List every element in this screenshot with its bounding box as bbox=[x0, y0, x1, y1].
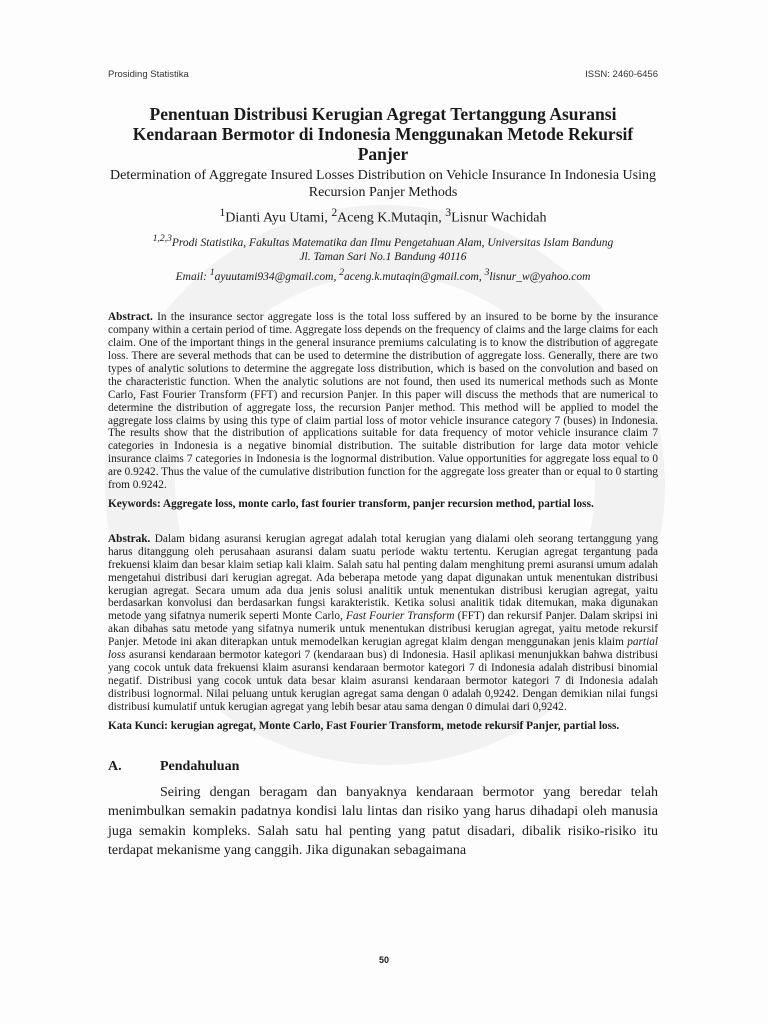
affiliation-address: Jl. Taman Sari No.1 Bandung 40116 bbox=[299, 251, 467, 264]
issn: ISSN: 2460-6456 bbox=[585, 69, 658, 80]
section-heading bbox=[108, 759, 658, 775]
affiliation-sup: 1,2,3 bbox=[152, 232, 172, 244]
affiliation-line bbox=[108, 231, 658, 251]
abstrak-body: Dalam bidang asuransi kerugian agregat adalah total kerugian yang dialami oleh seorang tertanggung yang harus ditanggung oleh perusahaan asuransi dalam suatu periode waktu tertentu. Kerugian agregat tergantung pada frekuensi klaim dan besar klaim setiap kali klaim. Salah satu hal penting dalam menghitung premi asuransi umum adalah mengetahui distribusi dari kerugian agregat. Ada beberapa metode yang dapat digunakan untuk menentukan distribusi kerugian agregat. Secara umum ada dua jenis solusi analitik untuk menentukan distribusi kerugian agregat, yaitu berdasarkan konvolusi dan berdasarkan fungsi karakteristik. Ketika solusi analitik tidak ditemukan, maka digunakan metode yang sifatnya numerik seperti Monte Carlo, bbox=[108, 532, 658, 623]
abstract-indonesian bbox=[108, 533, 658, 733]
email-sup: 3 bbox=[484, 267, 490, 279]
email-sup: 1 bbox=[209, 267, 215, 279]
author-name: Lisnur Wachidah bbox=[451, 210, 547, 226]
abstrak-body: asuransi kendaraan bermotor kategori 7 (kendaraan bus) di Indonesia. Hasil aplikasi menunjukkan bahwa distribusi yang cocok untuk data frekuensi klaim asuransi kendaraan bermotor kategori 7 di Indonesia adalah distribusi binomial negatif. Distribusi yang cocok untuk data besar klaim asuransi kendaraan bermotor kategori 7 di Indonesia adalah distribusi lognormal. Nilai peluang untuk kerugian agregat sama dengan 0 adalah 0,9242. Dengan demikian nilai fungsi distribusi kumulatif untuk kerugian agregat yang lebih besar atau sama dengan 0 dimulai dari 0,9242. bbox=[108, 649, 658, 713]
email-link[interactable]: lisnur_w@yahoo.com bbox=[489, 271, 591, 284]
abstrak-italic: partial loss bbox=[108, 636, 658, 662]
email-label: Email: bbox=[175, 271, 210, 284]
abstract-english bbox=[108, 311, 658, 511]
abstrak-text bbox=[108, 533, 658, 714]
author-list bbox=[108, 206, 658, 227]
email-link[interactable]: ayuutami934@gmail.com, bbox=[214, 271, 340, 284]
section-title: Pendahuluan bbox=[160, 758, 240, 774]
section-number: A. bbox=[108, 758, 122, 774]
email-link[interactable]: aceng.k.mutaqin@gmail.com, bbox=[344, 271, 485, 284]
affiliation-emails bbox=[108, 265, 658, 285]
page-number: 50 bbox=[378, 955, 389, 965]
body-paragraph: Seiring dengan beragam dan banyaknya kendaraan bermotor yang beredar telah menimbulkan semakin padatnya kondisi lalu lintas dan risiko yang harus dihadapi oleh manusia juga semakin kompleks. Salah satu hal penting yang patut disadari, dibalik risiko-risiko itu terdapat mekanisme yang canggih. Jika digunakan sebagaimana bbox=[108, 784, 658, 858]
author-name: Aceng K.Mutaqin, bbox=[337, 210, 446, 226]
abstract-text bbox=[108, 311, 658, 492]
abstract-body: In the insurance sector aggregate loss is the total loss suffered by an insured to be borne by the insurance company within a certain period of time. Aggregate loss depends on the frequency of claims and the large claims for each claim. One of the important things in the general insurance premiums calculating is to know the distribution of aggregate loss. There are several methods that can be used to determine the distribution of aggregate loss. Generally, there are two types of analytic solutions to determine the aggregate loss distribution, which is based on the convolution and based on the characteristic function. When the analytic solutions are not found, then used its numerical methods such as Monte Carlo, Fast Fourier Transform (FFT) and recursion Panjer. In this paper will discuss the methods that are numerical to determine the distribution of aggregate loss, the recursion Panjer method. This method will be applied to model the aggregate loss claims by using this type of claim partial loss of motor vehicle insurance category 7 (buses) in Indonesia. The results show that the distribution of applications suitable for data frequency of motor vehicle insurance claim 7 categories in Indonesia is a negative binomial distribution. The suitable distribution for large data motor vehicle insurance claims 7 categories in Indonesia is the lognormal distribution. Value opportunities for aggregate loss equal to 0 are 0.9242. Thus the value of the cumulative distribution function for the aggregate loss greater than or equal to 0 starting from 0.9242. bbox=[108, 311, 658, 492]
author-sup: 3 bbox=[445, 206, 452, 219]
author-sup: 1 bbox=[219, 206, 226, 219]
abstract-label: Abstract. bbox=[108, 311, 153, 324]
running-header bbox=[108, 69, 658, 80]
kata-kunci: Kata Kunci: kerugian agregat, Monte Carlo, Fast Fourier Transform, metode rekursif Panjer, partial loss. bbox=[108, 719, 620, 732]
author-sup: 2 bbox=[331, 206, 338, 219]
email-sup: 2 bbox=[339, 267, 345, 279]
section-body bbox=[108, 783, 658, 861]
keywords: Keywords: Aggregate loss, monte carlo, fast fourier transform, panjer recursion method, partial loss. bbox=[108, 498, 594, 510]
paper-title: Penentuan Distribusi Kerugian Agregat Tertanggung Asuransi Kendaraan Bermotor di Indonesia Menggunakan Metode Rekursif Panjer bbox=[132, 104, 634, 164]
abstrak-label: Abstrak. bbox=[108, 532, 151, 545]
paper-content bbox=[108, 104, 658, 861]
affiliation bbox=[108, 231, 658, 286]
abstrak-italic: Fast Fourier Transform bbox=[345, 610, 455, 623]
affiliation-dept: Prodi Statistika, Fakultas Matematika dan Ilmu Pengetahuan Alam, Universitas Islam Bandung bbox=[171, 236, 614, 249]
abstrak-body: (FFT) dan rekursif Panjer. Dalam skripsi ini akan dibahas satu metode yang sifatnya numerik untuk menentukan distribusi kerugian agregat, yaitu metode rekursif Panjer. Metode ini akan diterapkan untuk memodelkan kerugian agregat klaim dengan menggunakan jenis klaim bbox=[108, 610, 659, 649]
paper-title-english: Determination of Aggregate Insured Losses Distribution on Vehicle Insurance In Indonesia Using Recursion Panjer Methods bbox=[110, 168, 656, 200]
author-name: Dianti Ayu Utami, bbox=[225, 210, 332, 226]
journal-name: Prosiding Statistika bbox=[108, 69, 189, 80]
